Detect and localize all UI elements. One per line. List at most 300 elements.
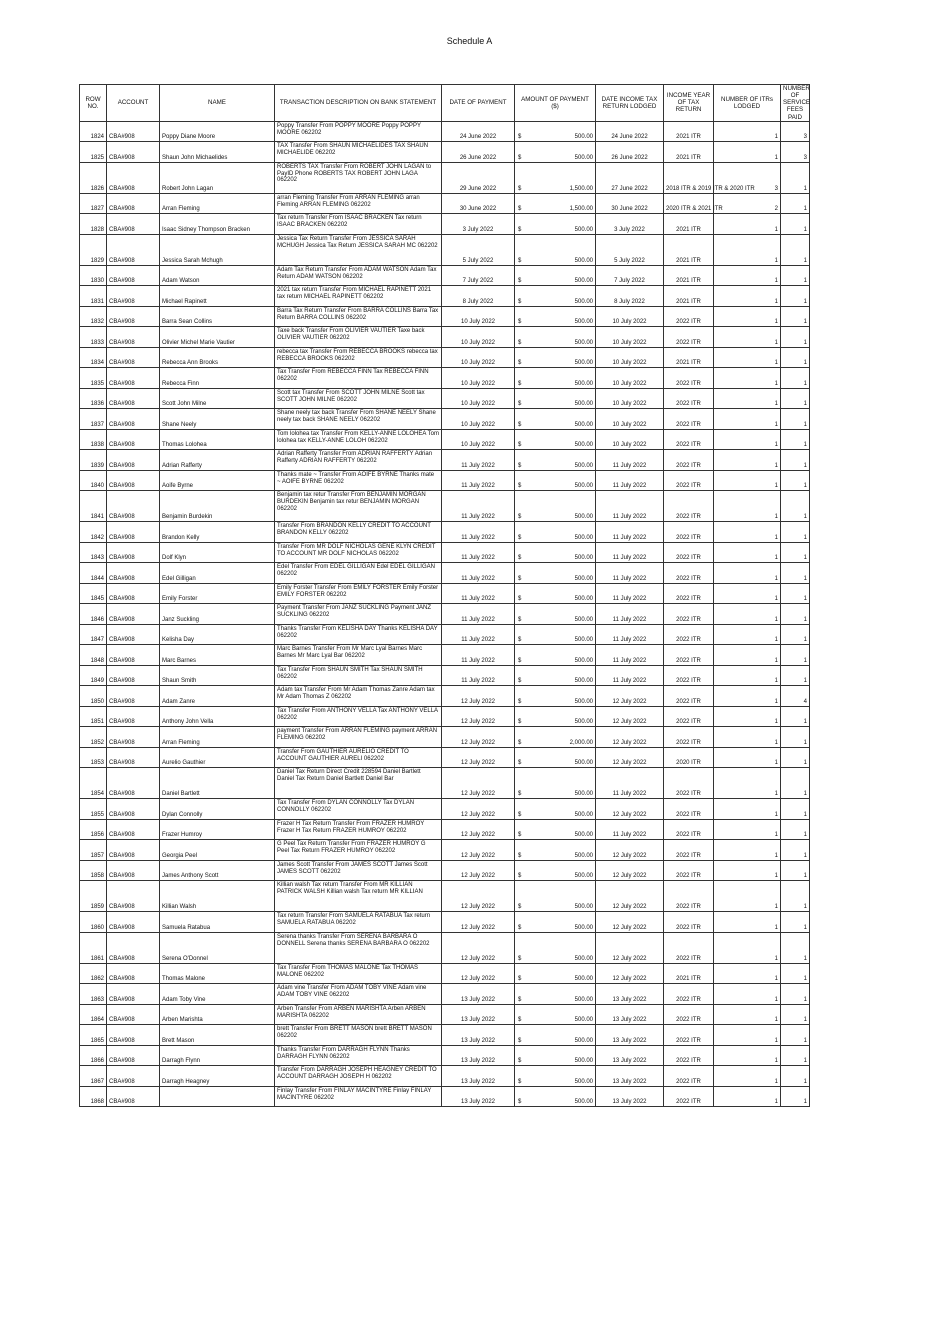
cell-amount: $ 500.00: [515, 819, 596, 840]
cell-date-of-payment: 11 July 2022: [442, 450, 515, 471]
cell-date-of-payment: 12 July 2022: [442, 768, 515, 799]
cell-date-lodged: 11 July 2022: [596, 583, 664, 604]
cell-service-fees: 1: [781, 522, 810, 543]
cell-amount: $ 500.00: [515, 121, 596, 142]
cell-date-lodged: 3 July 2022: [596, 214, 664, 235]
cell-row-no: 1843: [80, 542, 107, 563]
table-row: [80, 1086, 810, 1107]
cell-row-no: 1827: [80, 193, 107, 214]
cell-date-of-payment: 10 July 2022: [442, 368, 515, 389]
cell-date-lodged: 12 July 2022: [596, 799, 664, 820]
cell-income-year: 2022 ITR: [664, 727, 714, 748]
table-row: [80, 1066, 810, 1087]
cell-date-lodged: 11 July 2022: [596, 604, 664, 625]
table-row: [80, 327, 810, 348]
cell-description: Tax return Transfer From SAMUELA RATABUA Tax return SAMUELA RATABUA 062202: [275, 912, 442, 933]
cell-itrs-lodged: 1: [714, 1066, 781, 1087]
cell-amount: $ 500.00: [515, 542, 596, 563]
cell-date-lodged: 12 July 2022: [596, 881, 664, 912]
cell-description: G Peel Tax Return Transfer From FRAZER HUMROY G Peel Tax Return FRAZER HUMROY 062202: [275, 840, 442, 861]
cell-service-fees: 1: [781, 429, 810, 450]
cell-amount: $ 500.00: [515, 142, 596, 163]
cell-date-of-payment: 11 July 2022: [442, 624, 515, 645]
cell-description: Daniel Tax Return Direct Credit 228594 Daniel Bartlett Daniel Tax Return Daniel Bartlett Daniel Bar: [275, 768, 442, 799]
cell-income-year: 2022 ITR: [664, 522, 714, 543]
cell-row-no: 1836: [80, 388, 107, 409]
cell-service-fees: 3: [781, 142, 810, 163]
table-row: [80, 799, 810, 820]
cell-name: Scott John Milne: [160, 388, 275, 409]
cell-name: Barra Sean Collins: [160, 306, 275, 327]
cell-name: Isaac Sidney Thompson Bracken: [160, 214, 275, 235]
cell-date-lodged: 13 July 2022: [596, 1086, 664, 1107]
cell-date-lodged: 12 July 2022: [596, 747, 664, 768]
cell-account: CBA#908: [107, 522, 160, 543]
cell-amount: $ 500.00: [515, 1025, 596, 1046]
cell-date-of-payment: 10 July 2022: [442, 429, 515, 450]
cell-income-year: 2021 ITR: [664, 234, 714, 265]
cell-account: CBA#908: [107, 706, 160, 727]
cell-income-year: 2022 ITR: [664, 563, 714, 584]
cell-date-lodged: 12 July 2022: [596, 912, 664, 933]
cell-date-of-payment: 26 June 2022: [442, 142, 515, 163]
cell-account: CBA#908: [107, 860, 160, 881]
cell-name: Adam Watson: [160, 265, 275, 286]
cell-date-lodged: 11 July 2022: [596, 470, 664, 491]
cell-description: Benjamin tax retur Transfer From BENJAMIN MORGAN BURDEKIN Benjamin tax retur BENJAMIN MORGAN 062202: [275, 491, 442, 522]
cell-account: CBA#908: [107, 1045, 160, 1066]
cell-amount: $ 500.00: [515, 747, 596, 768]
cell-row-no: 1864: [80, 1004, 107, 1025]
cell-row-no: 1845: [80, 583, 107, 604]
cell-amount: $ 500.00: [515, 799, 596, 820]
cell-service-fees: 1: [781, 470, 810, 491]
cell-account: CBA#908: [107, 768, 160, 799]
cell-name: Brandon Kelly: [160, 522, 275, 543]
cell-name: Poppy Diane Moore: [160, 121, 275, 142]
cell-description: TAX Transfer From SHAUN MICHAELIDES TAX SHAUN MICHAELIDE 062202: [275, 142, 442, 163]
cell-itrs-lodged: 1: [714, 706, 781, 727]
cell-date-lodged: 12 July 2022: [596, 706, 664, 727]
cell-amount: $ 2,000.00: [515, 727, 596, 748]
cell-date-of-payment: 30 June 2022: [442, 193, 515, 214]
table-row: [80, 368, 810, 389]
header-date-lodged: DATE INCOME TAX RETURN LODGED: [596, 85, 664, 122]
cell-amount: $ 500.00: [515, 645, 596, 666]
cell-date-lodged: 11 July 2022: [596, 542, 664, 563]
cell-row-no: 1854: [80, 768, 107, 799]
cell-row-no: 1834: [80, 347, 107, 368]
cell-income-year: 2022 ITR: [664, 840, 714, 861]
cell-row-no: 1861: [80, 932, 107, 963]
cell-date-of-payment: 7 July 2022: [442, 265, 515, 286]
header-row-no: ROW NO.: [80, 85, 107, 122]
cell-income-year: 2022 ITR: [664, 1045, 714, 1066]
cell-date-lodged: 11 July 2022: [596, 450, 664, 471]
cell-amount: $ 500.00: [515, 368, 596, 389]
cell-description: Jessica Tax Return Transfer From JESSICA SARAH MCHUGH Jessica Tax Return JESSICA SARAH MC 062202: [275, 234, 442, 265]
cell-description: Marc Barnes Transfer From Mr Marc Lyal Barnes Marc Barnes Mr Marc Lyal Bar 062202: [275, 645, 442, 666]
cell-description: ROBERTS TAX Transfer From ROBERT JOHN LAGAN to PayID Phone ROBERTS TAX ROBERT JOHN LAGA 062202: [275, 162, 442, 193]
table-row: [80, 645, 810, 666]
cell-service-fees: 4: [781, 686, 810, 707]
cell-amount: $ 500.00: [515, 491, 596, 522]
cell-income-year: 2022 ITR: [664, 409, 714, 430]
cell-row-no: 1833: [80, 327, 107, 348]
cell-account: CBA#908: [107, 840, 160, 861]
cell-income-year: 2021 ITR: [664, 963, 714, 984]
cell-date-lodged: 13 July 2022: [596, 984, 664, 1005]
table-row: [80, 388, 810, 409]
table-row: [80, 142, 810, 163]
cell-account: CBA#908: [107, 563, 160, 584]
table-row: [80, 1045, 810, 1066]
cell-amount: $ 500.00: [515, 450, 596, 471]
cell-date-of-payment: 13 July 2022: [442, 1066, 515, 1087]
cell-account: CBA#908: [107, 665, 160, 686]
cell-description: Frazer H Tax Return Transfer From FRAZER HUMROY Frazer H Tax Return FRAZER HUMROY 062202: [275, 819, 442, 840]
cell-service-fees: 1: [781, 932, 810, 963]
cell-service-fees: 1: [781, 706, 810, 727]
table-row: [80, 768, 810, 799]
cell-income-year: 2022 ITR: [664, 583, 714, 604]
cell-description: Adam vine Transfer From ADAM TOBY VINE Adam vine ADAM TOBY VINE 062202: [275, 984, 442, 1005]
cell-service-fees: 1: [781, 234, 810, 265]
cell-name: Edel Gilligan: [160, 563, 275, 584]
cell-service-fees: 1: [781, 819, 810, 840]
cell-row-no: 1830: [80, 265, 107, 286]
table-row: [80, 840, 810, 861]
cell-date-of-payment: 10 July 2022: [442, 409, 515, 430]
table-row: [80, 747, 810, 768]
cell-income-year: 2022 ITR: [664, 799, 714, 820]
cell-account: CBA#908: [107, 327, 160, 348]
cell-row-no: 1852: [80, 727, 107, 748]
cell-date-of-payment: 11 July 2022: [442, 665, 515, 686]
cell-account: CBA#908: [107, 162, 160, 193]
cell-service-fees: 1: [781, 665, 810, 686]
cell-income-year: 2021 ITR: [664, 265, 714, 286]
cell-income-year: 2022 ITR: [664, 768, 714, 799]
cell-description: arran Fleming Transfer From ARRAN FLEMING arran Fleming ARRAN FLEMING 062202: [275, 193, 442, 214]
cell-row-no: 1844: [80, 563, 107, 584]
cell-row-no: 1853: [80, 747, 107, 768]
cell-income-year: 2022 ITR: [664, 491, 714, 522]
cell-date-lodged: 10 July 2022: [596, 388, 664, 409]
cell-name: Adam Zanre: [160, 686, 275, 707]
cell-row-no: 1847: [80, 624, 107, 645]
cell-income-year: 2022 ITR: [664, 912, 714, 933]
cell-description: Tax Transfer From DYLAN CONNOLLY Tax DYLAN CONNOLLY 062202: [275, 799, 442, 820]
cell-description: James Scott Transfer From JAMES SCOTT James Scott JAMES SCOTT 062202: [275, 860, 442, 881]
cell-name: Samuela Ratabua: [160, 912, 275, 933]
cell-description: Edel Transfer From EDEL GILLIGAN Edel EDEL GILLIGAN 062202: [275, 563, 442, 584]
cell-row-no: 1828: [80, 214, 107, 235]
table-row: [80, 347, 810, 368]
cell-row-no: 1841: [80, 491, 107, 522]
table-row: [80, 193, 810, 214]
cell-description: Taxe back Transfer From OLIVIER VAUTIER Taxe back OLIVIER VAUTIER 062202: [275, 327, 442, 348]
cell-income-year: 2020 ITR: [664, 747, 714, 768]
table-row: [80, 604, 810, 625]
cell-date-of-payment: 11 July 2022: [442, 522, 515, 543]
cell-income-year: 2022 ITR: [664, 819, 714, 840]
cell-amount: $ 500.00: [515, 583, 596, 604]
table-row: [80, 214, 810, 235]
cell-income-year: 2022 ITR: [664, 388, 714, 409]
cell-amount: $ 500.00: [515, 604, 596, 625]
cell-itrs-lodged: 1: [714, 963, 781, 984]
cell-description: payment Transfer From ARRAN FLEMING payment ARRAN FLEMING 062202: [275, 727, 442, 748]
cell-description: 2021 tax return Transfer From MICHAEL RAPINETT 2021 tax return MICHAEL RAPINETT 062202: [275, 286, 442, 307]
cell-date-lodged: 30 June 2022: [596, 193, 664, 214]
table-row: [80, 491, 810, 522]
cell-amount: $ 500.00: [515, 624, 596, 645]
cell-service-fees: 1: [781, 162, 810, 193]
cell-amount: $ 500.00: [515, 1066, 596, 1087]
cell-itrs-lodged: 1: [714, 286, 781, 307]
cell-date-of-payment: 13 July 2022: [442, 984, 515, 1005]
cell-description: Transfer From BRANDON KELLY CREDIT TO ACCOUNT BRANDON KELLY 062202: [275, 522, 442, 543]
cell-date-of-payment: 12 July 2022: [442, 727, 515, 748]
cell-name: Rebecca Finn: [160, 368, 275, 389]
cell-date-lodged: 11 July 2022: [596, 665, 664, 686]
cell-name: Rebecca Ann Brooks: [160, 347, 275, 368]
cell-description: rebecca tax Transfer From REBECCA BROOKS rebecca tax REBECCA BROOKS 062202: [275, 347, 442, 368]
page-title: Schedule A: [446, 36, 493, 46]
cell-date-of-payment: 12 July 2022: [442, 706, 515, 727]
cell-date-lodged: 27 June 2022: [596, 162, 664, 193]
cell-date-of-payment: 29 June 2022: [442, 162, 515, 193]
cell-income-year: 2022 ITR: [664, 1025, 714, 1046]
cell-income-year: 2021 ITR: [664, 347, 714, 368]
cell-row-no: 1850: [80, 686, 107, 707]
table-row: [80, 542, 810, 563]
cell-account: CBA#908: [107, 491, 160, 522]
cell-income-year: 2022 ITR: [664, 306, 714, 327]
cell-account: CBA#908: [107, 121, 160, 142]
cell-itrs-lodged: 1: [714, 409, 781, 430]
cell-itrs-lodged: 1: [714, 912, 781, 933]
cell-itrs-lodged: 1: [714, 306, 781, 327]
cell-service-fees: 1: [781, 840, 810, 861]
cell-date-lodged: 12 July 2022: [596, 727, 664, 748]
cell-service-fees: 1: [781, 1086, 810, 1107]
cell-date-of-payment: 13 July 2022: [442, 1004, 515, 1025]
cell-date-lodged: 11 July 2022: [596, 819, 664, 840]
cell-income-year: 2021 ITR: [664, 121, 714, 142]
table-row: [80, 429, 810, 450]
cell-date-lodged: 10 July 2022: [596, 306, 664, 327]
cell-date-of-payment: 12 July 2022: [442, 840, 515, 861]
cell-account: CBA#908: [107, 193, 160, 214]
cell-name: Adrian Rafferty: [160, 450, 275, 471]
cell-description: Thanks mate ~ Transfer From AOIFE BYRNE Thanks mate ~ AOIFE BYRNE 062202: [275, 470, 442, 491]
cell-name: Marc Barnes: [160, 645, 275, 666]
cell-date-of-payment: 12 July 2022: [442, 686, 515, 707]
cell-row-no: 1826: [80, 162, 107, 193]
cell-date-lodged: 12 July 2022: [596, 860, 664, 881]
table-row: [80, 624, 810, 645]
cell-date-of-payment: 11 July 2022: [442, 563, 515, 584]
table-row: [80, 121, 810, 142]
cell-itrs-lodged: 1: [714, 840, 781, 861]
cell-date-lodged: 11 July 2022: [596, 645, 664, 666]
cell-description: Tom lolohea tax Transfer From KELLY-ANNE LOLOHEA Tom lolohea tax KELLY-ANNE LOLOH 062202: [275, 429, 442, 450]
cell-account: CBA#908: [107, 542, 160, 563]
cell-name: Adam Toby Vine: [160, 984, 275, 1005]
cell-date-lodged: 12 July 2022: [596, 840, 664, 861]
cell-date-of-payment: 12 July 2022: [442, 860, 515, 881]
cell-itrs-lodged: 1: [714, 388, 781, 409]
cell-account: CBA#908: [107, 963, 160, 984]
cell-date-of-payment: 12 July 2022: [442, 932, 515, 963]
cell-itrs-lodged: 3: [714, 162, 781, 193]
cell-account: CBA#908: [107, 347, 160, 368]
cell-account: CBA#908: [107, 265, 160, 286]
cell-date-of-payment: 8 July 2022: [442, 286, 515, 307]
cell-account: CBA#908: [107, 881, 160, 912]
cell-amount: $ 500.00: [515, 429, 596, 450]
table-row: [80, 819, 810, 840]
cell-name: Thomas Malone: [160, 963, 275, 984]
cell-account: CBA#908: [107, 1004, 160, 1025]
cell-service-fees: 1: [781, 1004, 810, 1025]
cell-income-year: 2022 ITR: [664, 932, 714, 963]
cell-name: Olivier Michel Marie Vautier: [160, 327, 275, 348]
cell-amount: $ 500.00: [515, 306, 596, 327]
cell-service-fees: 1: [781, 984, 810, 1005]
cell-name: Arben Marishta: [160, 1004, 275, 1025]
cell-service-fees: 1: [781, 645, 810, 666]
cell-row-no: 1860: [80, 912, 107, 933]
cell-row-no: 1857: [80, 840, 107, 861]
cell-service-fees: 1: [781, 881, 810, 912]
cell-itrs-lodged: 1: [714, 727, 781, 748]
cell-date-lodged: 11 July 2022: [596, 522, 664, 543]
cell-amount: $ 500.00: [515, 840, 596, 861]
cell-date-lodged: 13 July 2022: [596, 1045, 664, 1066]
cell-service-fees: 1: [781, 799, 810, 820]
cell-name: Daniel Bartlett: [160, 768, 275, 799]
cell-date-of-payment: 10 July 2022: [442, 306, 515, 327]
cell-row-no: 1829: [80, 234, 107, 265]
cell-date-of-payment: 11 July 2022: [442, 542, 515, 563]
cell-description: Tax Transfer From THOMAS MALONE Tax THOMAS MALONE 062202: [275, 963, 442, 984]
cell-income-year: 2022 ITR: [664, 665, 714, 686]
cell-date-lodged: 11 July 2022: [596, 563, 664, 584]
cell-income-year: 2022 ITR: [664, 686, 714, 707]
cell-row-no: 1859: [80, 881, 107, 912]
cell-amount: $ 500.00: [515, 932, 596, 963]
cell-name: Dylan Connolly: [160, 799, 275, 820]
cell-amount: $ 500.00: [515, 409, 596, 430]
cell-date-lodged: 26 June 2022: [596, 142, 664, 163]
cell-amount: $ 500.00: [515, 347, 596, 368]
cell-account: CBA#908: [107, 747, 160, 768]
cell-name: Shaun John Michaelides: [160, 142, 275, 163]
cell-name: Aurelio Gauthier: [160, 747, 275, 768]
cell-date-of-payment: 12 July 2022: [442, 881, 515, 912]
table-row: [80, 881, 810, 912]
cell-description: Adam Tax Return Transfer From ADAM WATSON Adam Tax Return ADAM WATSON 062202: [275, 265, 442, 286]
cell-date-of-payment: 3 July 2022: [442, 214, 515, 235]
cell-date-of-payment: 10 July 2022: [442, 327, 515, 348]
cell-row-no: 1865: [80, 1025, 107, 1046]
cell-account: CBA#908: [107, 1025, 160, 1046]
cell-itrs-lodged: 1: [714, 368, 781, 389]
cell-income-year: 2022 ITR: [664, 984, 714, 1005]
cell-date-lodged: 10 July 2022: [596, 347, 664, 368]
cell-income-year: 2022 ITR: [664, 542, 714, 563]
cell-income-year: 2021 ITR: [664, 214, 714, 235]
cell-service-fees: 1: [781, 563, 810, 584]
table-row: [80, 522, 810, 543]
cell-name: Emily Forster: [160, 583, 275, 604]
cell-service-fees: 1: [781, 193, 810, 214]
table-row: [80, 583, 810, 604]
cell-income-year: 2021 ITR: [664, 142, 714, 163]
table-row: [80, 984, 810, 1005]
cell-amount: $ 500.00: [515, 860, 596, 881]
cell-row-no: 1838: [80, 429, 107, 450]
cell-description: Serena thanks Transfer From SERENA BARBARA O DONNELL Serena thanks SERENA BARBARA O 062202: [275, 932, 442, 963]
cell-itrs-lodged: 1: [714, 665, 781, 686]
cell-service-fees: 1: [781, 727, 810, 748]
cell-name: Killian Walsh: [160, 881, 275, 912]
cell-description: Shane neely tax back Transfer From SHANE NEELY Shane neely tax back SHANE NEELY 062202: [275, 409, 442, 430]
table-row: [80, 1025, 810, 1046]
table-row: [80, 963, 810, 984]
cell-name: Michael Rapinett: [160, 286, 275, 307]
cell-account: CBA#908: [107, 286, 160, 307]
table-row: [80, 1004, 810, 1025]
cell-income-year: 2022 ITR: [664, 1086, 714, 1107]
cell-itrs-lodged: 1: [714, 984, 781, 1005]
cell-date-lodged: 13 July 2022: [596, 1025, 664, 1046]
cell-date-of-payment: 12 July 2022: [442, 819, 515, 840]
cell-description: Barra Tax Return Transfer From BARRA COLLINS Barra Tax Return BARRA COLLINS 062202: [275, 306, 442, 327]
cell-income-year: 2022 ITR: [664, 604, 714, 625]
cell-account: CBA#908: [107, 624, 160, 645]
cell-row-no: 1863: [80, 984, 107, 1005]
cell-itrs-lodged: 1: [714, 1086, 781, 1107]
cell-account: CBA#908: [107, 912, 160, 933]
cell-date-lodged: 7 July 2022: [596, 265, 664, 286]
cell-service-fees: 1: [781, 491, 810, 522]
cell-date-lodged: 10 July 2022: [596, 368, 664, 389]
cell-amount: $ 500.00: [515, 286, 596, 307]
cell-description: Tax Transfer From SHAUN SMITH Tax SHAUN SMITH 062202: [275, 665, 442, 686]
table-row: [80, 912, 810, 933]
cell-account: CBA#908: [107, 234, 160, 265]
cell-account: CBA#908: [107, 727, 160, 748]
cell-amount: $ 500.00: [515, 563, 596, 584]
cell-amount: $ 500.00: [515, 1004, 596, 1025]
cell-itrs-lodged: 1: [714, 121, 781, 142]
cell-date-of-payment: 12 July 2022: [442, 963, 515, 984]
cell-date-lodged: 24 June 2022: [596, 121, 664, 142]
cell-date-lodged: 12 July 2022: [596, 963, 664, 984]
cell-description: Tax Transfer From ANTHONY VELLA Tax ANTHONY VELLA 062202: [275, 706, 442, 727]
cell-row-no: 1856: [80, 819, 107, 840]
cell-date-of-payment: 10 July 2022: [442, 388, 515, 409]
cell-description: Thanks Transfer From KELISHA DAY Thanks KELISHA DAY 062202: [275, 624, 442, 645]
cell-amount: $ 500.00: [515, 706, 596, 727]
cell-description: Adam tax Transfer From Mr Adam Thomas Zanre Adam tax Mr Adam Thomas Z 062202: [275, 686, 442, 707]
cell-account: CBA#908: [107, 1066, 160, 1087]
cell-date-of-payment: 11 July 2022: [442, 491, 515, 522]
